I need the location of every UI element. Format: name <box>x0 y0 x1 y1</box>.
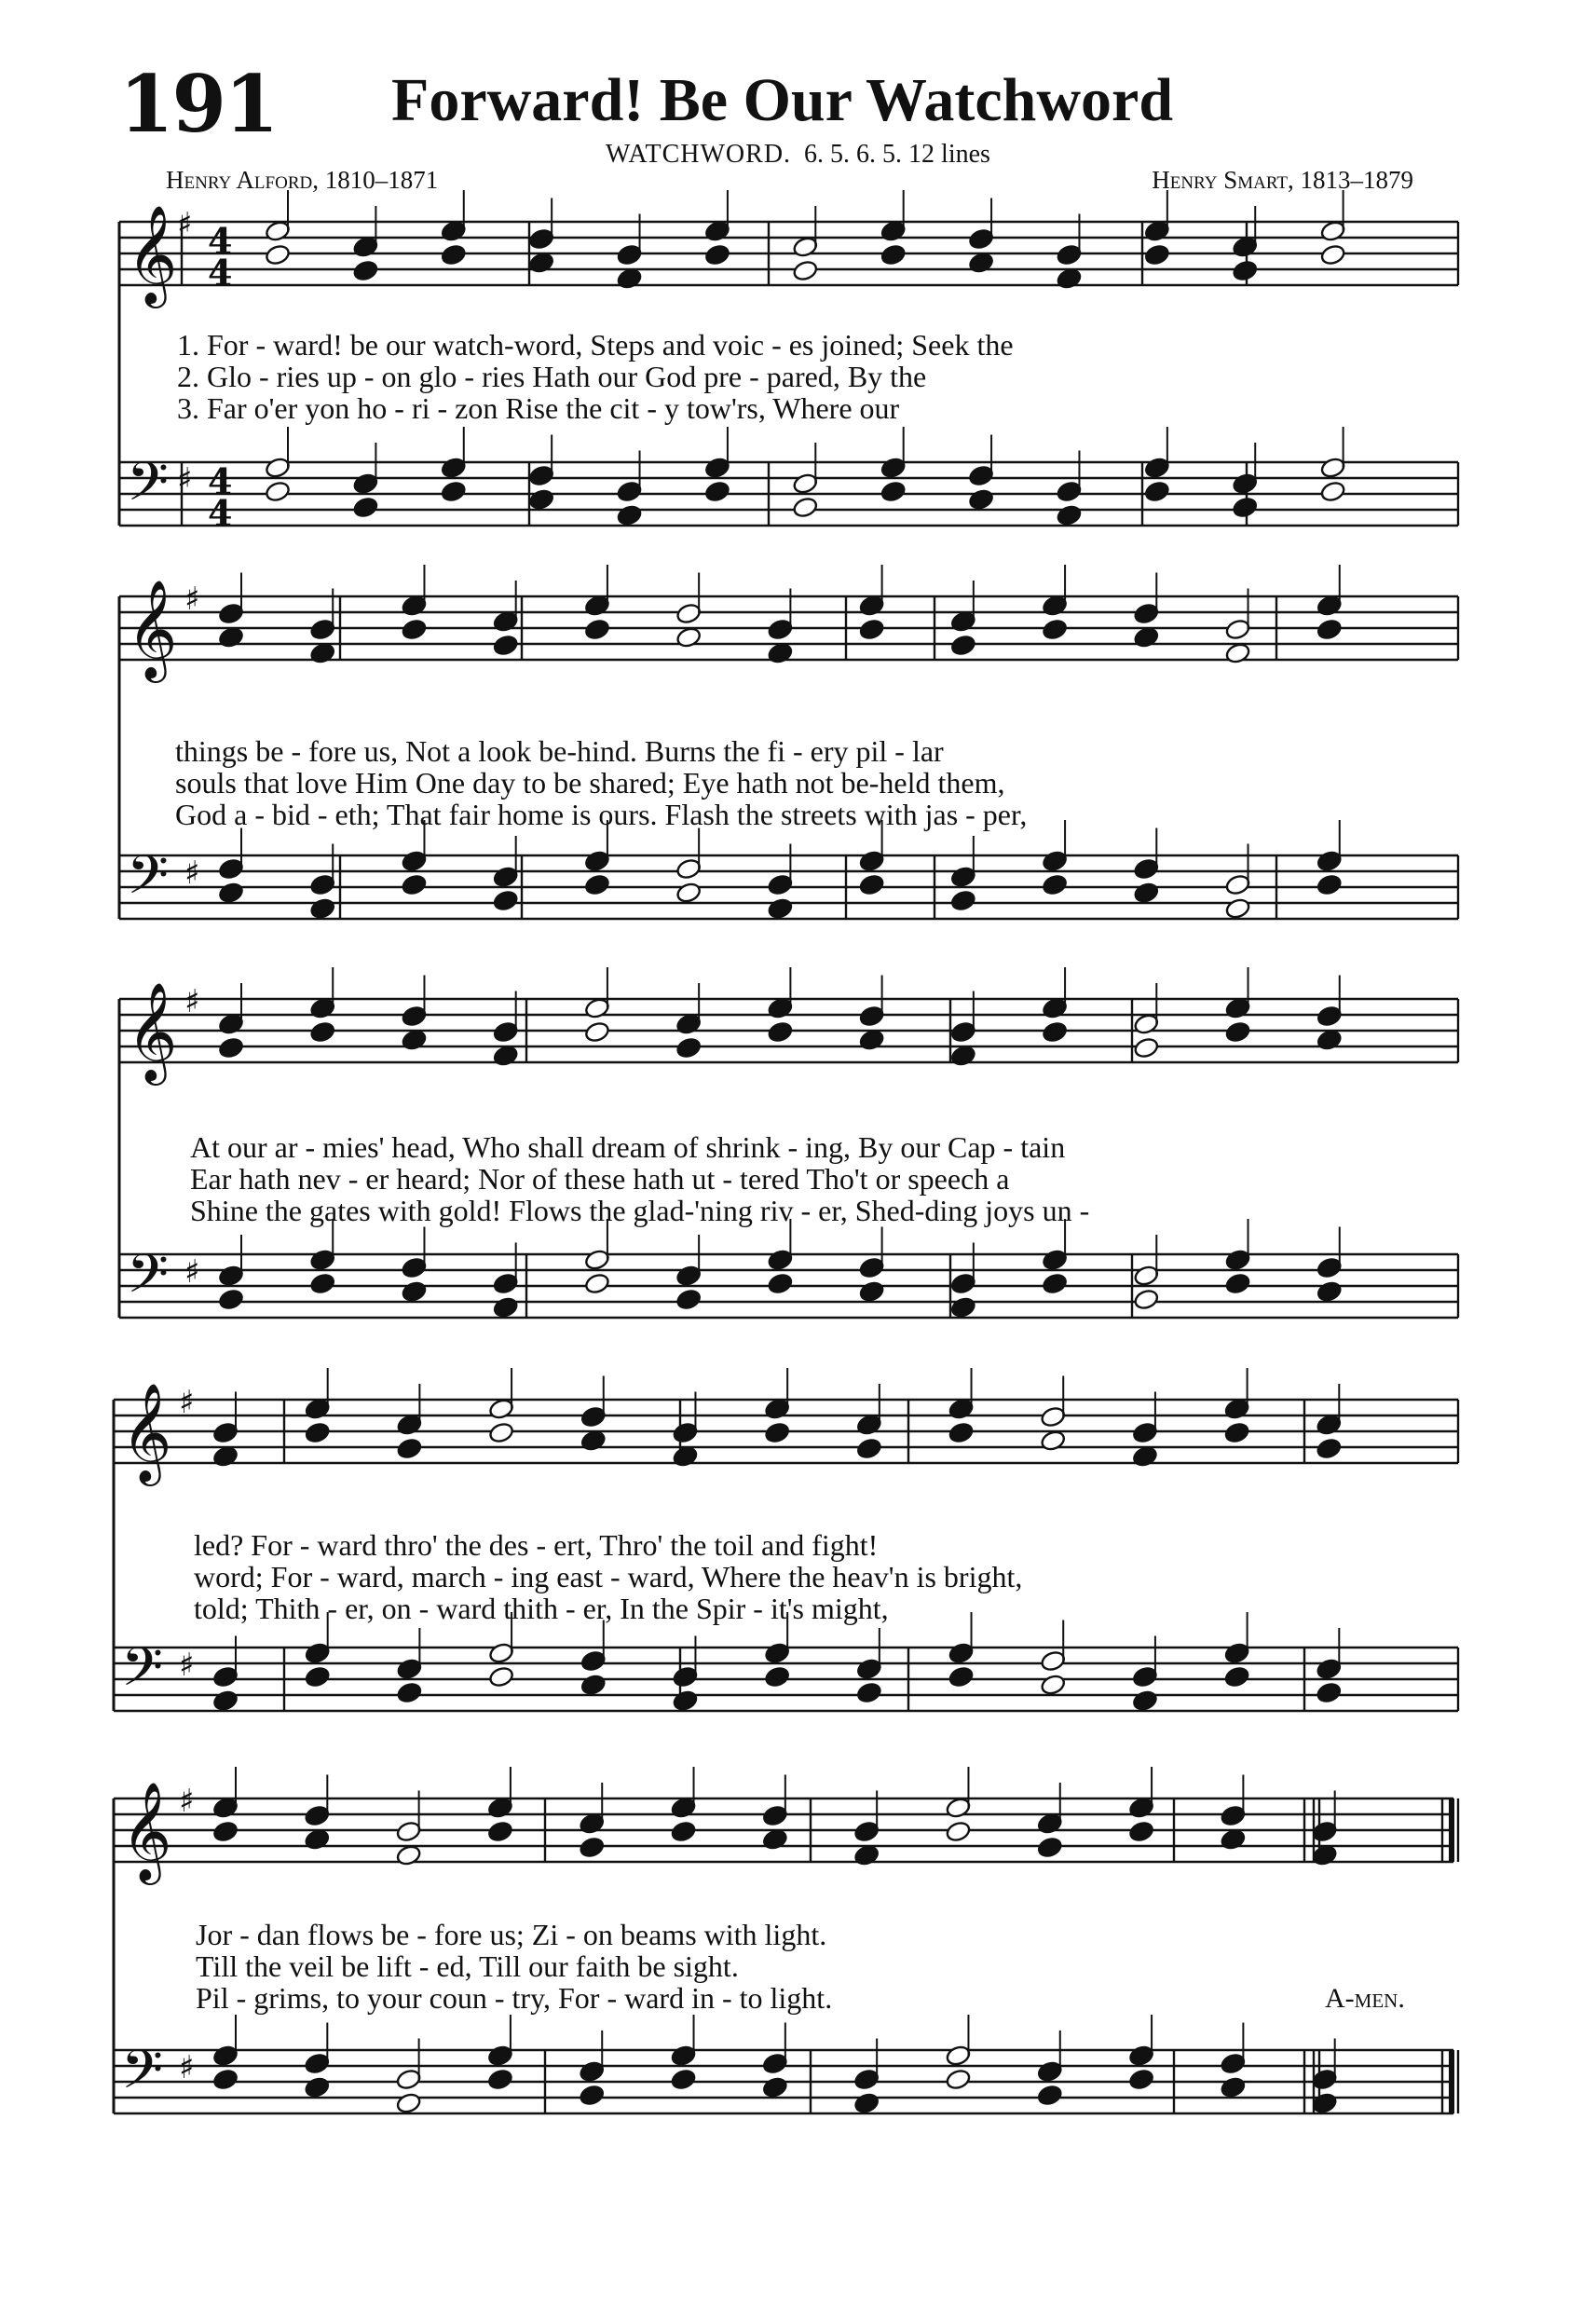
notehead <box>487 2068 514 2091</box>
notehead <box>212 1445 239 1469</box>
notehead <box>950 1045 977 1068</box>
notehead <box>584 618 611 641</box>
notehead <box>672 1445 699 1469</box>
notehead <box>1133 626 1160 650</box>
notehead <box>856 1681 883 1704</box>
notehead <box>792 496 819 519</box>
notehead <box>309 1020 336 1044</box>
treble-clef-icon: 𝄞 <box>121 1781 172 1880</box>
notehead <box>401 1280 428 1304</box>
key-signature-sharp-icon: ♯ <box>184 855 200 892</box>
notehead <box>1223 1421 1250 1444</box>
notehead <box>401 873 428 896</box>
notehead <box>675 1036 703 1060</box>
notehead <box>853 1844 880 1867</box>
notehead <box>1133 1288 1160 1311</box>
notehead <box>1132 1445 1159 1469</box>
time-signature-bottom: 4 <box>208 252 233 294</box>
notehead <box>764 1665 791 1689</box>
notehead <box>1042 618 1069 641</box>
notehead <box>1040 1429 1067 1453</box>
notehead <box>579 2084 606 2107</box>
notehead <box>1220 2076 1247 2099</box>
notehead <box>440 243 467 267</box>
notehead <box>1056 267 1083 291</box>
notehead <box>304 1665 331 1689</box>
notehead <box>858 1029 885 1052</box>
notehead <box>792 259 819 282</box>
notehead <box>1036 2084 1063 2107</box>
notehead <box>304 1828 331 1852</box>
lyric-line: Shine the gates with gold! Flows the glad-'ning riv - er, Shed-ding joys un - <box>190 1194 1090 1227</box>
lyric-line: At our ar - mies' head, Who shall dream of shrink - ing, By our Cap - tain <box>190 1130 1066 1164</box>
notehead <box>1056 504 1083 527</box>
notehead <box>304 1421 331 1444</box>
notehead <box>853 2092 880 2115</box>
notehead <box>584 873 611 896</box>
notehead <box>670 2068 697 2091</box>
lyric-line: God a - bid - eth; That fair home is ours. Flash the streets with jas - per, <box>175 798 1028 831</box>
notehead <box>1319 480 1346 503</box>
key-signature-sharp-icon: ♯ <box>179 1647 195 1684</box>
notehead <box>218 882 245 905</box>
notehead <box>1224 1020 1251 1044</box>
notehead <box>492 889 519 912</box>
notehead <box>1224 1272 1251 1295</box>
notehead <box>675 626 703 650</box>
notehead <box>945 2068 972 2091</box>
notehead <box>1128 1820 1155 1843</box>
notehead <box>968 488 995 512</box>
notehead <box>492 1296 519 1320</box>
notehead <box>1144 480 1171 503</box>
notehead <box>212 1820 239 1843</box>
notehead <box>950 1296 977 1320</box>
notehead <box>767 1272 794 1295</box>
notehead <box>1311 1844 1338 1867</box>
notehead <box>1042 873 1069 896</box>
lyric-line: 3. Far o'er yon ho - ri - zon Rise the cit - y tow'rs, Where our <box>177 391 900 425</box>
notehead <box>856 1437 883 1460</box>
notehead <box>396 1681 423 1704</box>
notehead <box>968 252 995 275</box>
notehead <box>309 1272 336 1295</box>
lyric-line: Pil - grims, to your coun - try, For - ward in - to light. <box>196 1981 833 2015</box>
lyric-line: Till the veil be lift - ed, Till our faith be sight. <box>196 1949 739 1983</box>
time-signature-bottom: 4 <box>208 492 233 534</box>
notehead <box>764 1421 791 1444</box>
notehead <box>762 2076 789 2099</box>
lyric-line: word; For - ward, march - ing east - ward, Where the heav'n is bright, <box>194 1560 1023 1593</box>
notehead <box>1316 1681 1343 1704</box>
key-signature-sharp-icon: ♯ <box>184 1253 200 1291</box>
key-signature-sharp-icon: ♯ <box>179 2049 195 2086</box>
notehead <box>767 642 794 665</box>
notehead <box>1040 1674 1067 1697</box>
notehead <box>492 1045 519 1068</box>
notehead <box>1036 1836 1063 1859</box>
notehead <box>401 618 428 641</box>
notehead <box>1133 1036 1160 1060</box>
notehead <box>1042 1272 1069 1295</box>
notehead <box>670 1820 697 1843</box>
notehead <box>212 1689 239 1713</box>
treble-clef-icon: 𝄞 <box>127 204 178 304</box>
lyric-line: told; Thith - er, on - ward thith - er, In the Spir - it's might, <box>194 1592 889 1625</box>
author-credit: Henry Alford, 1810–1871 <box>166 166 439 194</box>
lyric-line: Ear hath nev - er heard; Nor of these hath ut - tered Tho't or speech a <box>190 1162 1010 1196</box>
key-signature-sharp-icon: ♯ <box>179 1783 195 1820</box>
notehead <box>1132 1689 1159 1713</box>
notehead <box>352 496 379 519</box>
bass-clef-icon: 𝄢 <box>127 450 170 526</box>
key-signature-sharp-icon: ♯ <box>177 461 193 499</box>
notehead <box>1224 897 1251 921</box>
notehead <box>858 1280 885 1304</box>
treble-clef-icon: 𝄞 <box>127 579 178 678</box>
lyric-line: souls that love Him One day to be shared; Eye hath not be-held them, <box>175 766 1005 800</box>
notehead <box>352 259 379 282</box>
notehead <box>1319 243 1346 267</box>
bass-clef-icon: 𝄢 <box>121 1635 164 1712</box>
notehead <box>1316 1437 1343 1460</box>
notehead <box>440 480 467 503</box>
notehead <box>488 1665 515 1689</box>
notehead <box>584 1020 611 1044</box>
treble-clef-icon: 𝄞 <box>127 981 178 1081</box>
time-signature-top: 4 <box>208 460 233 502</box>
notehead <box>704 480 731 503</box>
notehead <box>858 618 885 641</box>
notehead <box>396 1437 423 1460</box>
key-signature-sharp-icon: ♯ <box>184 983 200 1020</box>
lyric-line: things be - fore us, Not a look be-hind. Burns the fi - ery pil - lar <box>175 734 944 768</box>
bass-clef-icon: 𝄢 <box>121 2038 164 2114</box>
lyric-line: Jor - dan flows be - fore us; Zi - on beams with light. <box>196 1918 827 1951</box>
notehead <box>580 1429 607 1453</box>
key-signature-sharp-icon: ♯ <box>177 206 193 243</box>
bass-clef-icon: 𝄢 <box>127 1242 170 1319</box>
key-signature-sharp-icon: ♯ <box>179 1384 195 1421</box>
notehead <box>1223 1665 1250 1689</box>
notehead <box>704 243 731 267</box>
notehead <box>675 1288 703 1311</box>
lyric-line: led? For - ward thro' the des - ert, Thro' the toil and fight! <box>194 1528 879 1562</box>
time-signature-top: 4 <box>208 220 233 262</box>
notehead <box>528 488 555 512</box>
notehead <box>218 1036 245 1060</box>
meter: 6. 5. 6. 5. 12 lines <box>804 140 990 169</box>
notehead <box>1220 1828 1247 1852</box>
notehead <box>672 1689 699 1713</box>
notehead <box>579 1836 606 1859</box>
notehead <box>1316 1029 1343 1052</box>
tune-name: WATCHWORD. <box>606 140 792 169</box>
notehead <box>395 1844 422 1867</box>
notehead <box>675 882 703 905</box>
notehead <box>218 1288 245 1311</box>
notehead <box>858 873 885 896</box>
notehead <box>580 1674 607 1697</box>
notehead <box>309 642 336 665</box>
lyric-line: 1. For - ward! be our watch-word, Steps and voic - es joined; Seek the <box>177 328 1014 362</box>
notehead <box>1311 2092 1338 2115</box>
notehead <box>767 1020 794 1044</box>
hymn-title: Forward! Be Our Watchword <box>391 66 1174 134</box>
lyric-line: 2. Glo - ries up - on glo - ries Hath our God pre - pared, By the <box>177 360 927 393</box>
notehead <box>395 2092 422 2115</box>
notehead <box>212 2068 239 2091</box>
amen-label: A-men. <box>1325 1983 1405 2014</box>
notehead <box>616 267 643 291</box>
treble-clef-icon: 𝄞 <box>121 1382 172 1482</box>
notehead <box>218 626 245 650</box>
notehead <box>265 480 292 503</box>
notehead <box>1224 642 1251 665</box>
composer-credit: Henry Smart, 1813–1879 <box>1152 166 1413 194</box>
notehead <box>304 2076 331 2099</box>
notehead <box>880 480 907 503</box>
notehead <box>401 1029 428 1052</box>
notehead <box>1232 496 1259 519</box>
key-signature-sharp-icon: ♯ <box>184 581 200 618</box>
hymn-number: 191 <box>119 58 278 150</box>
notehead <box>309 897 336 921</box>
notehead <box>487 1820 514 1843</box>
notehead <box>880 243 907 267</box>
notehead <box>616 504 643 527</box>
notehead <box>762 1828 789 1852</box>
notehead <box>1316 1280 1343 1304</box>
notehead <box>1316 618 1343 641</box>
notehead <box>1133 882 1160 905</box>
notehead <box>950 634 977 657</box>
notehead <box>1232 259 1259 282</box>
notehead <box>767 897 794 921</box>
notehead <box>488 1421 515 1444</box>
notehead <box>1042 1020 1069 1044</box>
notehead <box>528 252 555 275</box>
notehead <box>1316 873 1343 896</box>
notehead <box>948 1421 975 1444</box>
notehead <box>1128 2068 1155 2091</box>
notehead <box>1144 243 1171 267</box>
notehead <box>584 1272 611 1295</box>
bass-clef-icon: 𝄢 <box>127 843 170 920</box>
notehead <box>948 1665 975 1689</box>
notehead <box>950 889 977 912</box>
notehead <box>265 243 292 267</box>
notehead <box>945 1820 972 1843</box>
notehead <box>492 634 519 657</box>
